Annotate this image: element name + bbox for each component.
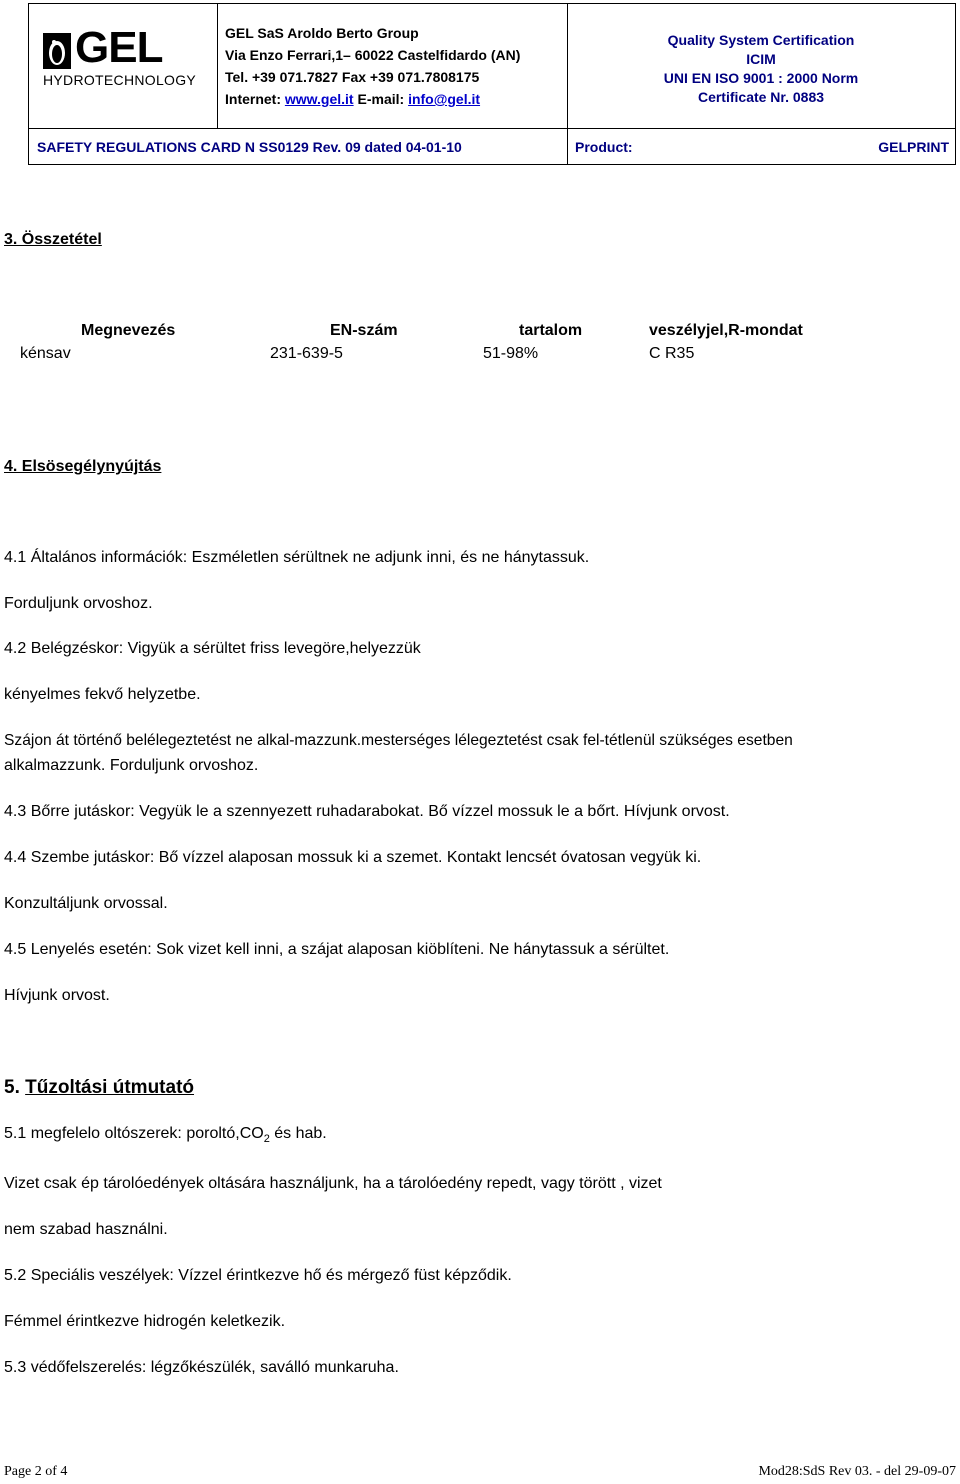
company-cell <box>217 4 568 128</box>
logo-brand: GEL <box>75 23 163 72</box>
col-header-hazard: veszélyjel,R-mondat <box>649 322 803 339</box>
paragraph-5-1-text: 5.1 megfelelo oltószerek: poroltó,CO <box>4 1125 264 1142</box>
cell-content: 51-98% <box>483 345 539 362</box>
paragraph-5-1-water: Vizet csak ép tárolóedények oltására használjunk, ha a tárolóedény repedt, vagy törött , vizet <box>4 1175 662 1192</box>
paragraph-4-4-cont: Konzultáljunk orvossal. <box>4 895 168 912</box>
website-link[interactable]: www.gel.it <box>284 91 354 107</box>
document-header <box>28 3 956 161</box>
paragraph-5-1 <box>4 1124 327 1149</box>
paragraph-4-1: 4.1 Általános információk: Eszméletlen sérültnek ne adjunk inni, és ne hánytassuk. <box>4 549 590 566</box>
email-label: E-mail: <box>353 91 409 107</box>
logo-cell <box>29 4 218 128</box>
form-revision: Mod28:SdS Rev 03. - del 29-09-07 <box>758 1464 956 1479</box>
company-address: Via Enzo Ferrari,1– 60022 Castelfidardo (AN) <box>225 47 521 63</box>
company-phone: Tel. +39 071.7827 Fax +39 071.7808175 <box>225 69 480 85</box>
internet-label: Internet: <box>225 91 285 107</box>
section-3-title: 3. Összetétel <box>4 231 102 248</box>
paragraph-4-2-end: alkalmazzunk. Forduljunk orvoshoz. <box>4 757 259 774</box>
paragraph-4-1-cont: Forduljunk orvoshoz. <box>4 595 153 612</box>
paragraph-4-5-cont: Hívjunk orvost. <box>4 987 110 1004</box>
co2-subscript: 2 <box>263 1133 270 1145</box>
product-cell <box>567 129 955 164</box>
paragraph-5-2-cont: Fémmel érintkezve hidrogén keletkezik. <box>4 1313 286 1330</box>
cell-hazard: C R35 <box>649 345 695 362</box>
product-label: Product: <box>575 139 633 155</box>
col-header-content: tartalom <box>519 322 583 339</box>
section-5-heading: Tűzoltási útmutató <box>25 1077 195 1098</box>
paragraph-4-2-cont: kényelmes fekvő helyzetbe. <box>4 686 201 703</box>
col-header-en: EN-szám <box>330 322 398 339</box>
paragraph-4-5: 4.5 Lenyelés esetén: Sok vizet kell inni, a szájat alaposan kiöblíteni. Ne hánytassuk a sérültet. <box>4 941 670 958</box>
paragraph-5-3: 5.3 védőfelszerelés: légzőkészülék, saválló munkaruha. <box>4 1359 399 1376</box>
company-name: GEL SaS Aroldo Berto Group <box>225 25 419 41</box>
section-4-title: 4. Elsösegélynyújtás <box>4 458 162 475</box>
cell-en-number: 231-639-5 <box>270 345 343 362</box>
card-cell <box>29 129 568 164</box>
paragraph-4-2-mouth: Szájon át történő belélegeztetést ne alkal-mazzunk.mesterséges lélegeztetést csak fel-tétlenül szükséges esetben <box>4 732 793 749</box>
header-bottom-row <box>28 129 956 165</box>
logo-subtitle: HYDROTECHNOLOGY <box>43 72 197 88</box>
penguin-logo-icon <box>43 33 71 69</box>
paragraph-5-1-tail: és hab. <box>269 1125 327 1142</box>
page-number: Page 2 of 4 <box>4 1464 68 1479</box>
section-5-number: 5. <box>4 1077 26 1098</box>
section-5-title <box>4 1076 194 1100</box>
paragraph-4-2: 4.2 Belégzéskor: Vigyük a sérültet friss levegöre,helyezzük <box>4 640 421 657</box>
email-link[interactable]: info@gel.it <box>408 91 481 107</box>
cert-number: Certificate Nr. 0883 <box>697 89 825 105</box>
col-header-name: Megnevezés <box>81 322 176 339</box>
header-top-row <box>28 3 956 129</box>
cert-title: Quality System Certification <box>667 32 855 48</box>
safety-card-id: SAFETY REGULATIONS CARD N SS0129 Rev. 09 dated 04-01-10 <box>37 139 462 155</box>
paragraph-4-4: 4.4 Szembe jutáskor: Bő vízzel alaposan mossuk ki a szemet. Kontakt lencsét óvatosan vegyük ki. <box>4 849 702 866</box>
paragraph-5-2: 5.2 Speciális veszélyek: Vízzel érintkezve hő és mérgező füst képződik. <box>4 1267 512 1284</box>
certification-cell <box>567 4 955 128</box>
paragraph-4-3: 4.3 Bőrre jutáskor: Vegyük le a szennyezett ruhadarabokat. Bő vízzel mossuk le a bőrt. Hívjunk orvost. <box>4 803 730 820</box>
company-contacts <box>225 91 480 107</box>
cell-substance: kénsav <box>20 345 71 362</box>
product-name: GELPRINT <box>878 139 949 155</box>
cert-body: ICIM <box>746 51 776 67</box>
cert-norm: UNI EN ISO 9001 : 2000 Norm <box>663 70 859 86</box>
paragraph-5-1-water-cont: nem szabad használni. <box>4 1221 168 1238</box>
